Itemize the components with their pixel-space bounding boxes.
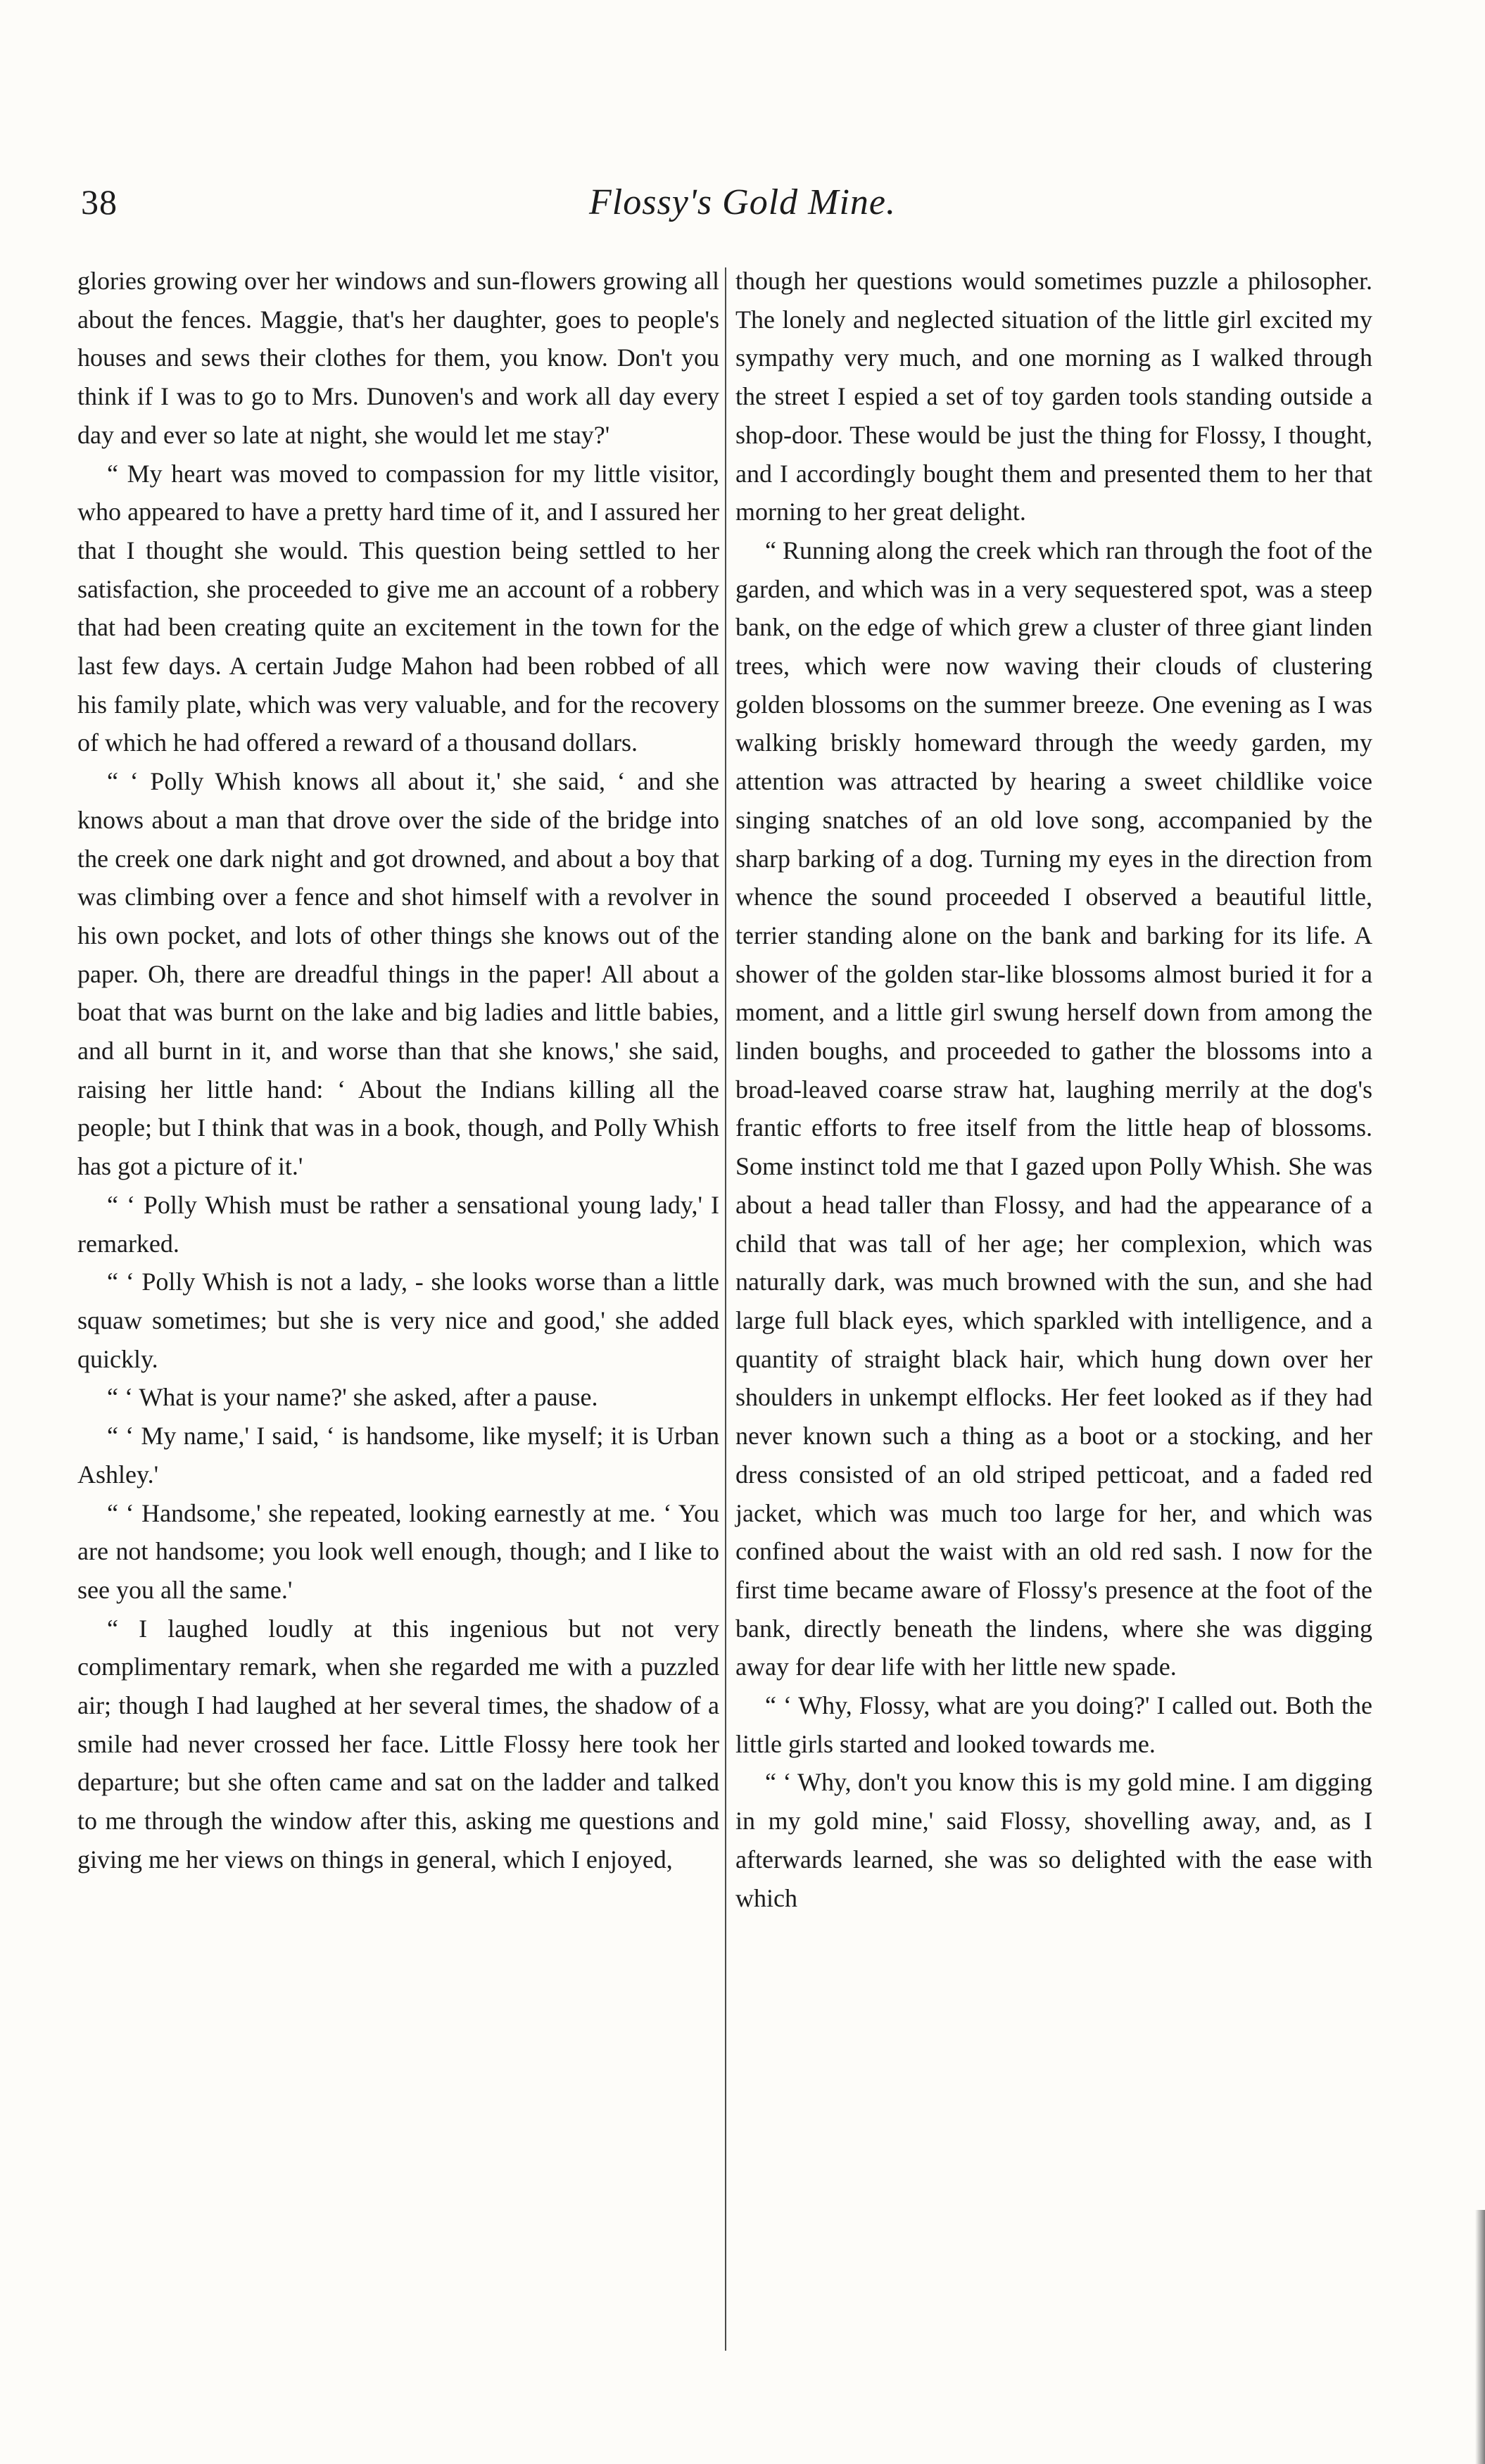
running-title: Flossy's Gold Mine. xyxy=(589,182,896,222)
column-divider xyxy=(725,267,726,2351)
page-number: 38 xyxy=(81,182,118,222)
paragraph: though her questions would sometimes puzzle a philosopher. The lonely and neglected situation of the little girl excited my sympathy very much, and one morning as I walked through the street I espied a set of toy garden tools standing outside a shop-door. These would be just the thing for Flossy, I thought, and I accordingly bought them and presented them to her that morning to her great delight. xyxy=(735,267,1372,526)
paragraph: glories growing over her windows and sun-flowers growing all about the fences. Maggie, that's her daughter, goes to people's houses and sews their clothes for them, you know. Don't you think if I was to go to Mrs. Dunoven's and work all day every day and ever so late at night, she would let me stay?' xyxy=(77,267,719,449)
paragraph: “ ‘ Why, don't you know this is my gold mine. I am digging in my gold mine,' said Flossy, shovelling away, and, as I afterwards learned, she was so delighted with the ease with which xyxy=(735,1768,1372,1912)
paragraph: “ I laughed loudly at this ingenious but not very complimentary remark, when she regarded me with a puzzled air; though I had laughed at her several times, the shadow of a smile had never crossed her face. Little Flossy here took her departure; but she often came and sat on the ladder and talked to me through the window after this, asking me questions and giving me her views on things in general, which I enjoyed, xyxy=(77,1614,719,1874)
right-column xyxy=(735,262,1372,1917)
paragraph: “ Running along the creek which ran through the foot of the garden, and which was in a very sequestered spot, was a steep bank, on the edge of which grew a cluster of three giant linden trees, which were now waving their clouds of clustering golden blossoms on the summer breeze. One evening as I was walking briskly homeward through the weedy garden, my attention was attracted by hearing a sweet childlike voice singing snatches of an old love song, accompanied by the sharp barking of a dog. Turning my eyes in the direction from whence the sound proceeded I observed a beautiful little, terrier standing alone on the bank and barking for its life. A shower of the golden star-like blossoms almost buried it for a moment, and a little girl swung herself down from among the linden boughs, and proceeded to gather the blossoms into a broad-leaved coarse straw hat, laughing merrily at the dog's frantic efforts to free itself from the little heap of blossoms. Some instinct told me that I gazed upon Polly Whish. She was about a head taller than Flossy, and had the appearance of a child that was tall of her age; her complexion, which was naturally dark, was much browned with the sun, and she had large full black eyes, which sparkled with intelligence, and a quantity of straight black hair, which hung down over her shoulders in unkempt elflocks. Her feet looked as if they had never known such a thing as a boot or a stocking, and her dress consisted of an old striped petticoat, and a faded red jacket, which was much too large for her, and which was confined about the waist with an old red sash. I now for the first time became aware of Flossy's presence at the foot of the bank, directly beneath the lindens, where she was digging away for dear life with her little new spade. xyxy=(735,536,1372,1681)
paragraph: “ ‘ Polly Whish is not a lady, - she looks worse than a little squaw sometimes; but she is very nice and good,' she added quickly. xyxy=(77,1268,719,1373)
paragraph: “ ‘ My name,' I said, ‘ is handsome, like myself; it is Urban Ashley.' xyxy=(77,1422,719,1489)
paragraph: “ ‘ What is your name?' she asked, after a pause. xyxy=(107,1383,598,1412)
paragraph: “ ‘ Polly Whish must be rather a sensational young lady,' I remarked. xyxy=(77,1190,719,1258)
paragraph: “ My heart was moved to compassion for my little visitor, who appeared to have a pretty hard time of it, and I assured her that I thought she would. This question being settled to her satisfaction, she proceeded to give me an account of a robbery that had been creating quite an excitement in the town for the last few days. A certain Judge Mahon had been robbed of all his family plate, which was very valuable, and for the recovery of which he had offered a reward of a thousand dollars. xyxy=(77,459,719,757)
paragraph: “ ‘ Polly Whish knows all about it,' she said, ‘ and she knows about a man that drove over the side of the bridge into the creek one dark night and got drowned, and about a boy that was climbing over a fence and shot himself with a revolver in his own pocket, and lots of other things she knows out of the paper. Oh, there are dreadful things in the paper! All about a boat that was burnt on the lake and big ladies and little babies, and all burnt in it, and worse than that she knows,' she said, raising her little hand: ‘ About the Indians killing all the people; but I think that was in a book, though, and Polly Whish has got a picture of it.' xyxy=(77,767,719,1181)
page-edge-shadow xyxy=(1475,2210,1485,2464)
paragraph: “ ‘ Handsome,' she repeated, looking earnestly at me. ‘ You are not handsome; you look well enough, though; and I like to see you all the same.' xyxy=(77,1498,719,1604)
left-column xyxy=(77,262,719,1879)
paragraph: “ ‘ Why, Flossy, what are you doing?' I called out. Both the little girls started and looked towards me. xyxy=(735,1691,1372,1758)
